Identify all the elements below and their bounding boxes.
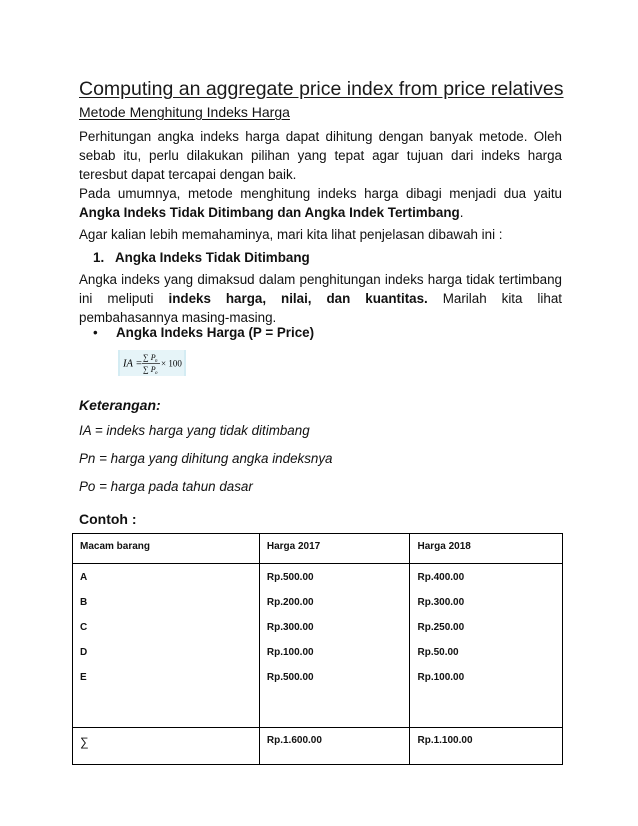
price-2018: Rp.400.00 bbox=[417, 572, 465, 583]
price-2018: Rp.100.00 bbox=[417, 672, 465, 683]
table-header-cell: Harga 2017 bbox=[259, 534, 410, 564]
item-name: C bbox=[80, 622, 88, 633]
paragraph-unweighted-text: Angka indeks yang dimaksud dalam penghitungan indeks harga tidak tertimbang ini meliputi bbox=[79, 272, 562, 306]
table-sum-row bbox=[73, 728, 563, 765]
formula-denominator: ∑ P bbox=[143, 365, 156, 374]
table-cell-harga-2018 bbox=[410, 564, 563, 728]
sum-total-2017: Rp.1.600.00 bbox=[259, 728, 410, 765]
price-table bbox=[72, 533, 563, 765]
bullet-item bbox=[93, 325, 314, 340]
formula-image bbox=[118, 350, 186, 376]
price-2017: Rp.100.00 bbox=[266, 647, 314, 658]
numbered-heading-text: Angka Indeks Tidak Ditimbang bbox=[115, 250, 310, 265]
paragraph-unweighted bbox=[79, 270, 562, 327]
table-cell-harga-2017 bbox=[259, 564, 410, 728]
item-name: A bbox=[80, 572, 88, 583]
formula-lhs: IA = bbox=[123, 358, 143, 370]
item-name: B bbox=[80, 597, 88, 608]
sigma-icon: ∑ bbox=[80, 735, 89, 749]
price-2018: Rp.300.00 bbox=[417, 597, 465, 608]
item-name: E bbox=[80, 672, 87, 683]
paragraph-intro: Perhitungan angka indeks harga dapat dihitung dengan banyak metode. Oleh sebab itu, perlu dilakukan pilihan yang tepat agar tujuan dari indeks harga teresbut dapat tercapai dengan baik. bbox=[79, 129, 562, 182]
paragraph-unweighted-end: Marilah kita lihat pembahasannya masing-masing. bbox=[79, 291, 562, 325]
paragraph-methods bbox=[79, 184, 562, 222]
price-2017: Rp.500.00 bbox=[266, 572, 314, 583]
formula-denominator-sub: o bbox=[155, 371, 158, 376]
keterangan-item: IA = indeks harga yang tidak ditimbang bbox=[79, 423, 310, 438]
example-heading: Contoh : bbox=[79, 511, 137, 527]
price-2018: Rp.250.00 bbox=[417, 622, 465, 633]
formula-rhs: × 100 bbox=[161, 358, 182, 369]
table-header-cell: Harga 2018 bbox=[410, 534, 563, 564]
keterangan-item: Po = harga pada tahun dasar bbox=[79, 479, 253, 494]
item-name: D bbox=[80, 647, 88, 658]
price-2017: Rp.300.00 bbox=[266, 622, 314, 633]
table-row bbox=[73, 564, 563, 728]
price-2017: Rp.500.00 bbox=[266, 672, 314, 683]
table-header-row bbox=[73, 534, 563, 564]
table-header-cell: Macam barang bbox=[73, 534, 260, 564]
table-cell-items bbox=[73, 564, 260, 728]
page-title: Computing an aggregate price index from price relatives bbox=[79, 78, 564, 100]
numbered-heading bbox=[93, 250, 310, 265]
paragraph-methods-end: . bbox=[459, 205, 464, 220]
price-2017: Rp.200.00 bbox=[266, 597, 314, 608]
bullet-icon: • bbox=[93, 325, 98, 340]
paragraph-lead-in: Agar kalian lebih memahaminya, mari kita lihat penjelasan dibawah ini : bbox=[79, 227, 503, 242]
paragraph-unweighted-bold: indeks harga, nilai, dan kuantitas. bbox=[168, 291, 428, 306]
sum-total-2018: Rp.1.100.00 bbox=[410, 728, 563, 765]
paragraph-methods-bold: Angka Indeks Tidak Ditimbang dan Angka Indek Tertimbang bbox=[79, 205, 460, 220]
numbered-heading-number: 1. bbox=[93, 250, 105, 265]
page-subtitle: Metode Menghitung Indeks Harga bbox=[79, 104, 290, 120]
paragraph-methods-text: Pada umumnya, metode menghitung indeks harga dibagi menjadi dua yaitu bbox=[79, 186, 562, 201]
bullet-text: Angka Indeks Harga (P = Price) bbox=[116, 325, 315, 340]
keterangan-item: Pn = harga yang dihitung angka indeksnya bbox=[79, 451, 333, 466]
sum-label bbox=[73, 728, 260, 765]
keterangan-heading: Keterangan: bbox=[79, 397, 161, 413]
price-2018: Rp.50.00 bbox=[417, 647, 459, 658]
formula-numerator: ∑ P bbox=[143, 353, 156, 362]
formula-numerator-sub: n bbox=[155, 359, 158, 364]
